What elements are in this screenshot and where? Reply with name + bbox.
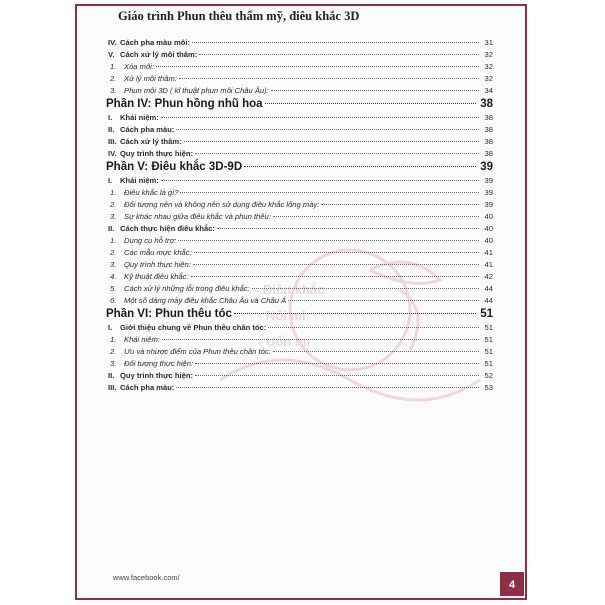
- entry-number: 2.: [110, 248, 117, 257]
- part-label: Phần V: Điêu khắc 3D-9D: [106, 161, 243, 173]
- toc-entry[interactable]: [108, 175, 493, 187]
- leader-dots: [176, 129, 479, 130]
- toc-entry[interactable]: [108, 295, 493, 307]
- entry-page: 41: [484, 260, 493, 269]
- entry-page: 39: [484, 176, 493, 185]
- leader-dots: [161, 117, 479, 118]
- entry-number: 4.: [110, 272, 117, 281]
- entry-number: I.: [108, 323, 113, 332]
- entry-label: Đối tượng thực hiện:: [124, 359, 194, 368]
- entry-page: 39: [484, 188, 493, 197]
- entry-label: Khái niệm:: [124, 335, 160, 344]
- leader-dots: [271, 90, 479, 91]
- entry-number: 1.: [110, 188, 117, 197]
- watermark-text-1: - Điêu khắc: [255, 282, 325, 297]
- toc-entry[interactable]: [108, 334, 493, 346]
- entry-number: I.: [108, 176, 113, 185]
- toc-entry[interactable]: [108, 187, 493, 199]
- entry-label: Quy trình thực hiện:: [124, 260, 191, 269]
- entry-label: Dụng cụ hỗ trợ:: [124, 236, 177, 245]
- entry-page: 31: [484, 38, 493, 47]
- leader-dots: [273, 351, 479, 352]
- toc-entry[interactable]: [108, 271, 493, 283]
- leader-dots: [265, 103, 476, 104]
- entry-label: Khái niệm:: [120, 176, 159, 185]
- entry-number: 3.: [110, 86, 117, 95]
- toc-entry[interactable]: [108, 199, 493, 211]
- leader-dots: [161, 180, 479, 181]
- entry-label: Cách xử lý môi thâm:: [120, 50, 198, 59]
- leader-dots: [195, 153, 479, 154]
- entry-page: 44: [484, 296, 493, 305]
- toc-entry[interactable]: [108, 49, 493, 61]
- entry-label: Phun môi 3D ( kĩ thuật phun môi Châu Âu):: [124, 86, 269, 95]
- leader-dots: [192, 42, 479, 43]
- leader-dots: [234, 313, 476, 314]
- leader-dots: [179, 78, 479, 79]
- leader-dots: [252, 288, 479, 289]
- entry-label: Cách pha màu môi:: [120, 38, 191, 47]
- entry-page: 40: [484, 212, 493, 221]
- leader-dots: [184, 141, 479, 142]
- entry-page: 51: [484, 335, 493, 344]
- entry-page: 38: [484, 137, 493, 146]
- entry-label: Sự khác nhau giữa điêu khắc và phun thêu:: [124, 212, 271, 221]
- toc-entry[interactable]: [108, 112, 493, 124]
- leader-dots: [244, 166, 476, 167]
- entry-page: 40: [484, 224, 493, 233]
- entry-number: II.: [108, 371, 115, 380]
- entry-number: 3.: [110, 260, 117, 269]
- toc-entry[interactable]: [108, 235, 493, 247]
- entry-number: 2.: [110, 200, 117, 209]
- leader-dots: [217, 228, 479, 229]
- entry-label: Xóa môi:: [124, 62, 154, 71]
- toc-entry[interactable]: [108, 223, 493, 235]
- part-label: Phần IV: Phun hồng nhũ hoa: [106, 98, 263, 110]
- entry-label: Kỹ thuật điêu khắc:: [124, 272, 189, 281]
- entry-number: 3.: [110, 212, 117, 221]
- toc-entry[interactable]: [108, 85, 493, 97]
- entry-label: Giới thiệu chung về Phun thêu chân tóc:: [120, 323, 267, 332]
- leader-dots: [273, 216, 479, 217]
- entry-number: V.: [108, 50, 115, 59]
- part-label: Phần VI: Phun thêu tóc: [106, 308, 232, 320]
- part-page: 38: [480, 98, 493, 110]
- table-of-contents: [108, 37, 493, 394]
- entry-label: Cách xử lý những lỗi trong điêu khắc:: [124, 284, 250, 293]
- leader-dots: [193, 264, 479, 265]
- toc-entry[interactable]: [108, 124, 493, 136]
- leader-dots: [176, 387, 479, 388]
- entry-number: 2.: [110, 347, 117, 356]
- entry-number: 6.: [110, 296, 117, 305]
- entry-page: 32: [484, 50, 493, 59]
- entry-page: 32: [484, 74, 493, 83]
- leader-dots: [191, 276, 479, 277]
- entry-label: Khái niệm:: [120, 113, 159, 122]
- entry-number: III.: [108, 383, 117, 392]
- entry-page: 44: [484, 284, 493, 293]
- footer-url: www.facebook.com/: [113, 573, 180, 582]
- toc-entry[interactable]: [108, 382, 493, 394]
- entry-label: Xử lý môi thâm:: [124, 74, 177, 83]
- leader-dots: [195, 375, 479, 376]
- leader-dots: [180, 192, 479, 193]
- entry-label: Cách xử lý thâm:: [120, 137, 182, 146]
- toc-entry[interactable]: [108, 211, 493, 223]
- entry-number: 1.: [110, 62, 117, 71]
- entry-number: IV.: [108, 38, 117, 47]
- entry-label: Quy trình thực hiện:: [120, 371, 193, 380]
- entry-page: 51: [484, 323, 493, 332]
- entry-page: 34: [484, 86, 493, 95]
- toc-entry[interactable]: [108, 346, 493, 358]
- toc-entry[interactable]: [108, 322, 493, 334]
- leader-dots: [162, 339, 479, 340]
- entry-label: Cách thực hiện điêu khắc:: [120, 224, 215, 233]
- toc-entry[interactable]: [108, 370, 493, 382]
- toc-entry[interactable]: [108, 283, 493, 295]
- entry-page: 52: [484, 371, 493, 380]
- entry-number: III.: [108, 137, 117, 146]
- entry-page: 51: [484, 347, 493, 356]
- entry-page: 39: [484, 200, 493, 209]
- toc-entry[interactable]: [108, 247, 493, 259]
- toc-entry[interactable]: [108, 136, 493, 148]
- leader-dots: [288, 300, 479, 301]
- entry-label: Quy trình thực hiện:: [120, 149, 193, 158]
- toc-entry[interactable]: [108, 259, 493, 271]
- leader-dots: [321, 204, 479, 205]
- entry-page: 42: [484, 272, 493, 281]
- entry-number: 1.: [110, 335, 117, 344]
- entry-page: 38: [484, 125, 493, 134]
- toc-entry[interactable]: [108, 37, 493, 49]
- entry-number: II.: [108, 125, 115, 134]
- entry-page: 38: [484, 149, 493, 158]
- toc-entry[interactable]: [108, 61, 493, 73]
- part-page: 39: [480, 161, 493, 173]
- toc-entry[interactable]: [108, 358, 493, 370]
- part-page: 51: [480, 308, 493, 320]
- entry-label: Các mẫu mực khắc:: [124, 248, 192, 257]
- watermark-text-3: - Uốn mi: [258, 334, 310, 349]
- entry-label: Cách pha màu:: [120, 125, 175, 134]
- page-number-badge: 4: [500, 572, 524, 596]
- watermark-text-2: - Nối mi: [258, 308, 306, 323]
- entry-number: IV.: [108, 149, 117, 158]
- entry-label: Một số dáng mày điêu khắc Châu Âu và Châu Á: [124, 296, 287, 305]
- entry-number: II.: [108, 224, 115, 233]
- toc-part-heading[interactable]: [106, 160, 493, 175]
- entry-label: Đối tượng nên và không nên sử dụng điêu khắc lông mày:: [124, 200, 320, 209]
- entry-page: 53: [484, 383, 493, 392]
- leader-dots: [194, 252, 479, 253]
- entry-page: 51: [484, 359, 493, 368]
- entry-label: Ưu và nhược điểm của Phun thêu chân tóc:: [124, 347, 271, 356]
- entry-label: Cách pha màu:: [120, 383, 175, 392]
- toc-entry[interactable]: [108, 148, 493, 160]
- entry-number: I.: [108, 113, 113, 122]
- entry-number: 5.: [110, 284, 117, 293]
- leader-dots: [195, 363, 479, 364]
- page-header-title: Giáo trình Phun thêu thẩm mỹ, điêu khắc 3D: [118, 9, 360, 23]
- entry-number: 2.: [110, 74, 117, 83]
- toc-entry[interactable]: [108, 73, 493, 85]
- entry-page: 38: [484, 113, 493, 122]
- leader-dots: [156, 66, 479, 67]
- toc-part-heading[interactable]: [106, 307, 493, 322]
- leader-dots: [268, 327, 479, 328]
- entry-page: 41: [484, 248, 493, 257]
- entry-page: 40: [484, 236, 493, 245]
- leader-dots: [178, 240, 479, 241]
- entry-label: Điêu khắc là gì?: [124, 188, 179, 197]
- entry-number: 3.: [110, 359, 117, 368]
- toc-part-heading[interactable]: [106, 97, 493, 112]
- leader-dots: [199, 54, 479, 55]
- entry-number: 1.: [110, 236, 117, 245]
- entry-page: 32: [484, 62, 493, 71]
